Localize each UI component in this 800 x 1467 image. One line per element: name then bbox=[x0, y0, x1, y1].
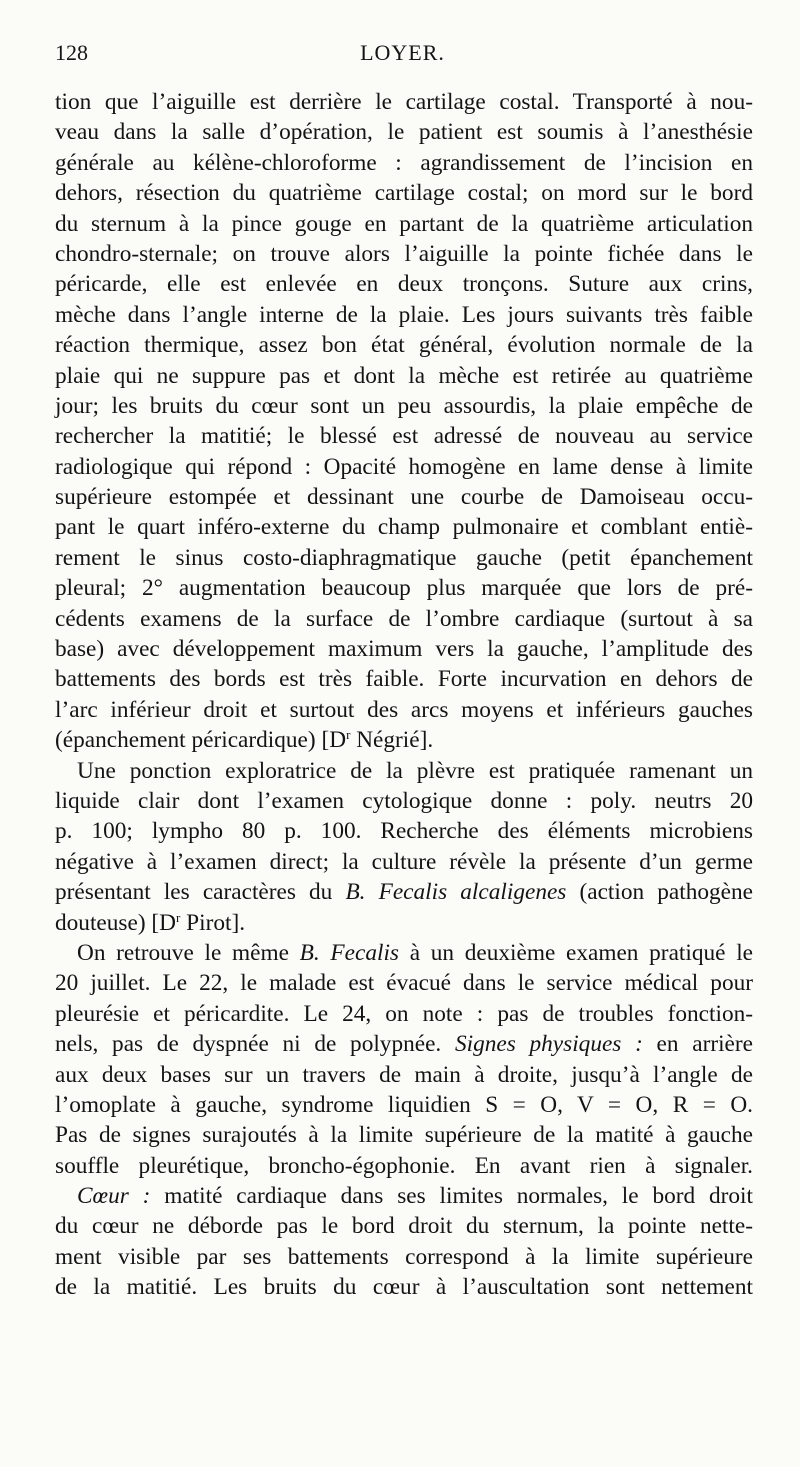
text-line bbox=[55, 209, 753, 239]
text-segment: cédents examens de la surface de l’ombre cardiaque (surtout à sa bbox=[55, 605, 753, 632]
text-segment: du sternum à la pince gouge en partant de la quatrième articulation bbox=[55, 210, 753, 237]
text-segment: pant le quart inféro-externe du champ pulmonaire et comblant entiè- bbox=[55, 514, 753, 541]
text-line bbox=[55, 482, 753, 512]
text-segment: On retrouve le même bbox=[77, 939, 300, 966]
text-segment: jour; les bruits du cœur sont un peu assourdis, la plaie empêche de bbox=[55, 392, 753, 419]
text-line bbox=[55, 87, 753, 117]
text-segment: réaction thermique, assez bon état général, évolution normale de la bbox=[55, 332, 753, 359]
text-segment: Négrié]. bbox=[350, 727, 434, 754]
text-line bbox=[55, 634, 753, 664]
text-line bbox=[55, 847, 753, 877]
text-line bbox=[55, 695, 753, 725]
text-segment: base) avec développement maximum vers la gauche, l’amplitude des bbox=[55, 636, 753, 663]
text-segment: Une ponction exploratrice de la plèvre est pratiquée ramenant un bbox=[77, 757, 753, 784]
text-line bbox=[55, 1242, 753, 1272]
italic-text: B. Fecalis bbox=[299, 939, 399, 966]
text-segment: l’arc inférieur droit et surtout des arcs moyens et inférieurs gauches bbox=[55, 696, 753, 723]
text-line bbox=[55, 725, 753, 755]
text-segment: générale au kélène-chloroforme : agrandissement de l’incision en bbox=[55, 149, 753, 176]
text-line bbox=[55, 1120, 753, 1150]
text-line bbox=[55, 999, 753, 1029]
text-segment: chondro-sternale; on trouve alors l’aiguille la pointe fichée dans le bbox=[55, 240, 753, 267]
text-segment: tion que l’aiguille est derrière le cartilage costal. Transporté à nou- bbox=[55, 89, 753, 115]
text-segment: du cœur ne déborde pas le bord droit du sternum, la pointe nette- bbox=[55, 1213, 753, 1240]
page-number: 128 bbox=[55, 40, 88, 65]
text-segment: souffle pleurétique, broncho-égophonie. En avant rien à signaler. bbox=[55, 1152, 753, 1179]
text-line bbox=[55, 178, 753, 208]
text-line bbox=[55, 512, 753, 542]
italic-text: B. Fecalis alcaligenes bbox=[345, 879, 567, 906]
text-line bbox=[55, 664, 753, 694]
text-line bbox=[55, 330, 753, 360]
text-segment: mèche dans l’angle interne de la plaie. Les jours suivants très faible bbox=[55, 301, 753, 328]
superscript: r bbox=[175, 909, 181, 925]
text-line bbox=[55, 968, 753, 998]
text-line bbox=[55, 452, 753, 482]
text-line bbox=[55, 239, 753, 269]
text-segment: Pirot]. bbox=[180, 909, 246, 936]
running-head: LOYER. bbox=[360, 40, 445, 65]
text-line bbox=[55, 269, 753, 299]
text-segment: battements des bords est très faible. Forte incurvation en dehors de bbox=[55, 666, 753, 693]
text-segment: péricarde, elle est enlevée en deux tronçons. Suture aux crins, bbox=[55, 271, 753, 298]
text-segment: Pas de signes surajoutés à la limite supérieure de la matité à gauche bbox=[55, 1122, 753, 1149]
text-segment: négative à l’examen direct; la culture révèle la présente d’un germe bbox=[55, 848, 753, 875]
text-line bbox=[55, 543, 753, 573]
page-header bbox=[55, 34, 750, 68]
text-segment: nels, pas de dyspnée ni de polypnée. bbox=[55, 1031, 455, 1058]
text-segment: matité cardiaque dans ses limites normales, le bord droit bbox=[150, 1183, 753, 1210]
text-segment: pleural; 2° augmentation beaucoup plus marquée que lors de pré- bbox=[55, 575, 753, 602]
italic-text: Signes physiques : bbox=[454, 1031, 643, 1058]
text-segment: pleurésie et péricardite. Le 24, on note : pas de troubles fonction- bbox=[55, 1000, 753, 1027]
text-line bbox=[55, 573, 753, 603]
text-segment: aux deux bases sur un travers de main à droite, jusqu’à l’angle de bbox=[55, 1061, 753, 1088]
text-segment: liquide clair dont l’examen cytologique donne : poly. neutrs 20 bbox=[55, 787, 753, 814]
text-line bbox=[55, 877, 753, 907]
text-line bbox=[55, 786, 753, 816]
text-line bbox=[55, 604, 753, 634]
text-segment: dehors, résection du quatrième cartilage costal; on mord sur le bord bbox=[55, 180, 753, 207]
text-segment: présentant les caractères du bbox=[55, 879, 346, 906]
text-line bbox=[55, 1060, 753, 1090]
text-segment: douteuse) [D bbox=[55, 909, 176, 936]
text-segment: plaie qui ne suppure pas et dont la mèche est retirée au quatrième bbox=[55, 362, 753, 389]
text-line bbox=[55, 1090, 753, 1120]
italic-text: Cœur : bbox=[77, 1183, 151, 1210]
text-segment: p. 100; lympho 80 p. 100. Recherche des éléments microbiens bbox=[55, 818, 753, 845]
text-line bbox=[55, 1029, 753, 1059]
text-line bbox=[55, 938, 753, 968]
text-line bbox=[55, 361, 753, 391]
body-text bbox=[55, 87, 753, 1303]
text-segment: l’omoplate à gauche, syndrome liquidien S = O, V = O, R = O. bbox=[55, 1091, 753, 1118]
text-line bbox=[55, 756, 753, 786]
text-line bbox=[55, 816, 753, 846]
text-segment: (action pathogène bbox=[566, 879, 753, 906]
text-segment: rechercher la matitié; le blessé est adressé de nouveau au service bbox=[55, 423, 753, 450]
text-line bbox=[55, 391, 753, 421]
text-line bbox=[55, 1211, 753, 1241]
text-segment: ment visible par ses battements correspond à la limite supérieure bbox=[55, 1243, 753, 1270]
text-line bbox=[55, 421, 753, 451]
text-line bbox=[55, 117, 753, 147]
text-line bbox=[55, 1151, 753, 1181]
text-line bbox=[55, 908, 753, 938]
text-line bbox=[55, 1181, 753, 1211]
text-segment: rement le sinus costo-diaphragmatique gauche (petit épanchement bbox=[55, 544, 753, 571]
text-segment: de la matitié. Les bruits du cœur à l’auscultation sont nettement bbox=[55, 1274, 753, 1301]
text-segment: à un deuxième examen pratiqué le bbox=[399, 939, 754, 966]
text-segment: 20 juillet. Le 22, le malade est évacué dans le service médical pour bbox=[55, 970, 753, 997]
text-segment: en arrière bbox=[642, 1031, 753, 1058]
text-segment: radiologique qui répond : Opacité homogène en lame dense à limite bbox=[55, 453, 753, 480]
text-line bbox=[55, 148, 753, 178]
superscript: r bbox=[346, 727, 351, 743]
text-line bbox=[55, 300, 753, 330]
text-line bbox=[55, 1272, 753, 1302]
text-segment: (épanchement péricardique) [D bbox=[55, 727, 347, 754]
text-segment: veau dans la salle d’opération, le patient est soumis à l’anesthésie bbox=[55, 119, 753, 146]
text-segment: supérieure estompée et dessinant une courbe de Damoiseau occu- bbox=[55, 484, 753, 511]
